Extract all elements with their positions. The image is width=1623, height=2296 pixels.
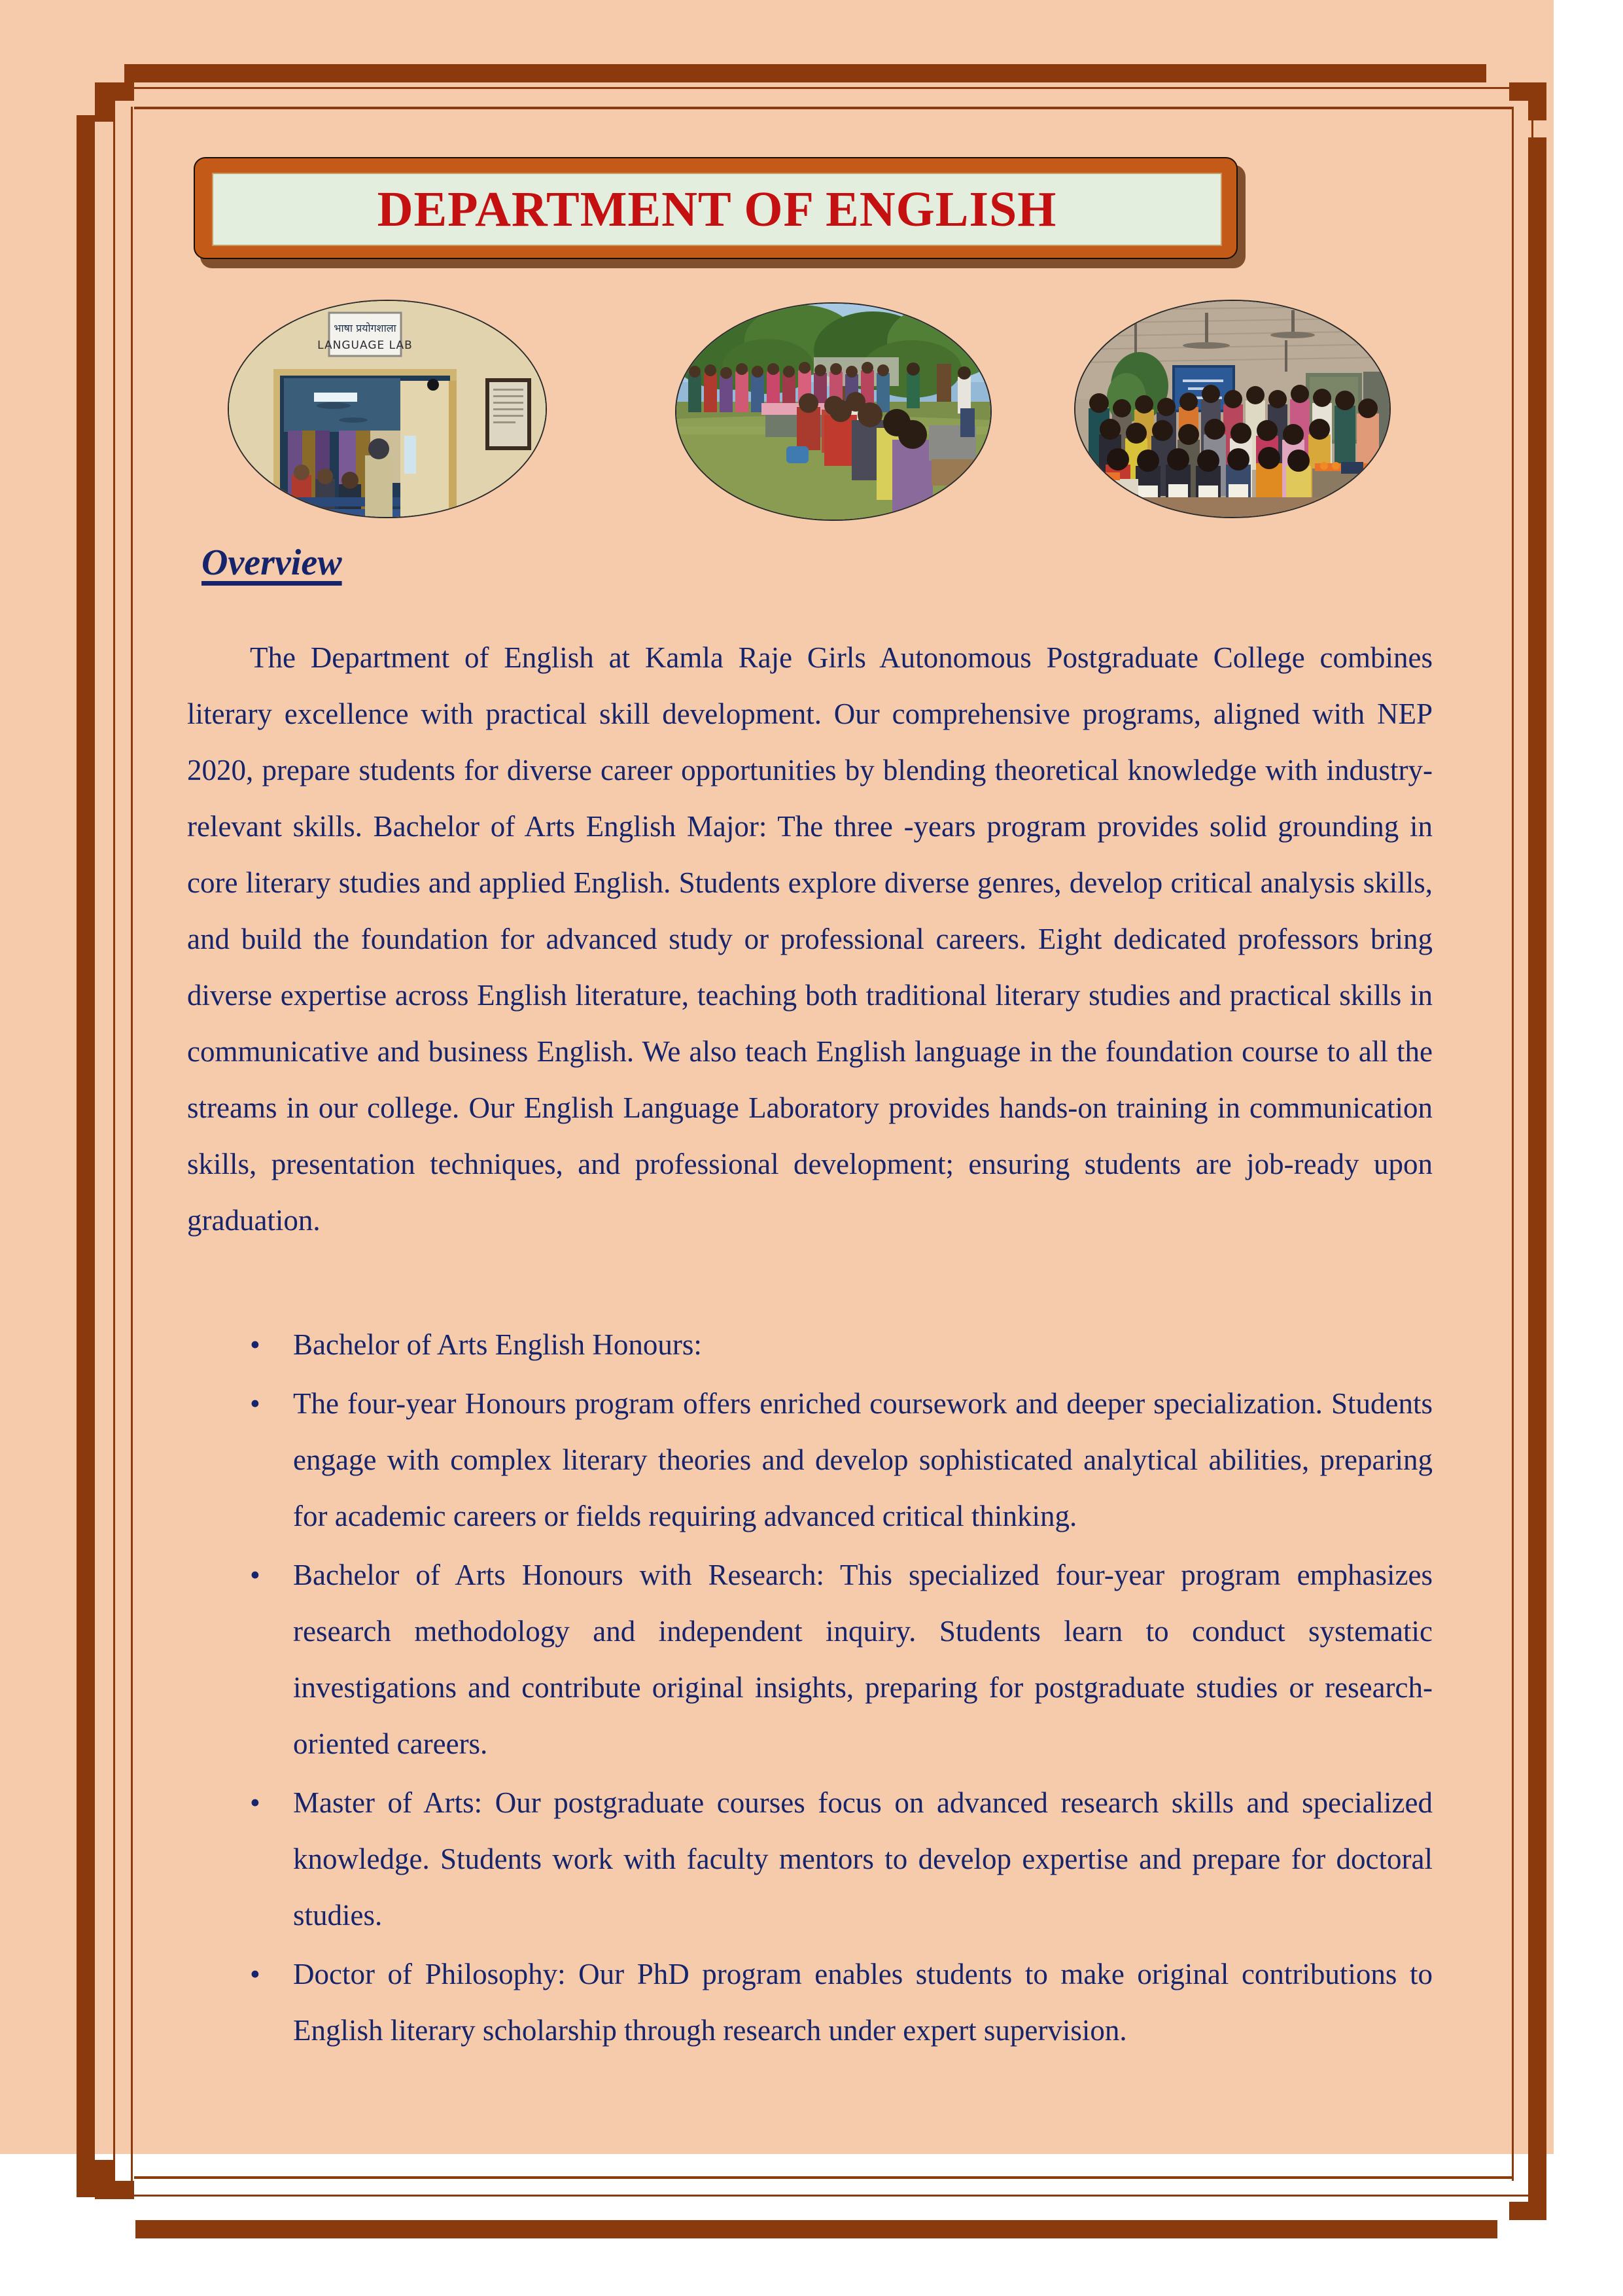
photo-outdoor-gathering xyxy=(675,302,992,521)
frame-hairline-bottom xyxy=(113,2195,1533,2197)
svg-text:भाषा प्रयोगशाला: भाषा प्रयोगशाला xyxy=(334,322,396,334)
language-lab-photo-graphic xyxy=(229,301,546,517)
list-item: • Bachelor of Arts Honours with Research: This specialized four-year program emphasizes research methodology and independent inquiry. Students learn to conduct systematic investigations and contribute original insights, preparing for postgraduate studies or research-oriented careers. xyxy=(187,1547,1433,1772)
banner-frame xyxy=(194,157,1238,259)
svg-text:LANGUAGE LAB: LANGUAGE LAB xyxy=(317,339,413,352)
title-banner xyxy=(194,157,1240,262)
frame-hairline-top-inner xyxy=(134,107,1512,109)
frame-hairline-right xyxy=(1531,87,1533,2197)
frame-hairline-top xyxy=(113,87,1533,89)
photo-language-lab-entrance xyxy=(228,300,547,518)
list-item: • Bachelor of Arts English Honours: xyxy=(187,1316,1433,1373)
frame-hairline-bottom-inner xyxy=(134,2176,1512,2179)
auditorium-group-photo-graphic xyxy=(1075,301,1389,517)
list-item: • Doctor of Philosophy: Our PhD program enables students to make original contributions to English literary scholarship through research under expert supervision. xyxy=(187,1946,1433,2058)
page-title: DEPARTMENT OF ENGLISH xyxy=(377,182,1057,237)
list-item: • Master of Arts: Our postgraduate courses focus on advanced research skills and specialized knowledge. Students work with faculty mentors to develop expertise and prepare for doctoral studies. xyxy=(187,1775,1433,1943)
banner-inner-panel xyxy=(212,173,1222,246)
outdoor-gathering-photo-graphic xyxy=(676,304,990,520)
overview-heading: Overview xyxy=(201,542,342,583)
frame-corner-bottom-left-vertical xyxy=(95,2160,113,2199)
list-item: • The four-year Honours program offers enriched coursework and deeper specialization. Students engage with complex literary theories and develop sophisticated analytical abilities, preparing for academic careers or fields requiring advanced critical thinking. xyxy=(187,1375,1433,1544)
frame-hairline-left xyxy=(113,87,115,2197)
photo-auditorium-group xyxy=(1074,300,1391,518)
frame-bar-left xyxy=(77,115,95,2197)
photo-gallery xyxy=(222,293,1420,529)
frame-corner-top-left-vertical xyxy=(95,82,113,122)
frame-bar-bottom xyxy=(135,2220,1497,2238)
frame-hairline-left-inner xyxy=(131,107,133,2181)
program-list xyxy=(187,1316,1433,2061)
overview-paragraph: The Department of English at Kamla Raje Girls Autonomous Postgraduate College combines literary excellence with practical skill development. Our comprehensive programs, aligned with NEP 2020, prepare students for diverse career opportunities by blending theoretical knowledge with industry-relevant skills. Bachelor of Arts English Major: The three -years program provides solid grounding in core literary studies and applied English. Students explore diverse genres, develop critical analysis skills, and build the foundation for advanced study or professional careers. Eight dedicated professors bring diverse expertise across English literature, teaching both traditional literary studies and practical skills in communicative and business English. We also teach English language in the foundation course to all the streams in our college. Our English Language Laboratory provides hands-on training in communication skills, presentation techniques, and professional development; ensuring students are job-ready upon graduation. xyxy=(187,641,1433,1237)
frame-hairline-right-inner xyxy=(1512,107,1514,2181)
frame-bar-top xyxy=(124,64,1486,82)
